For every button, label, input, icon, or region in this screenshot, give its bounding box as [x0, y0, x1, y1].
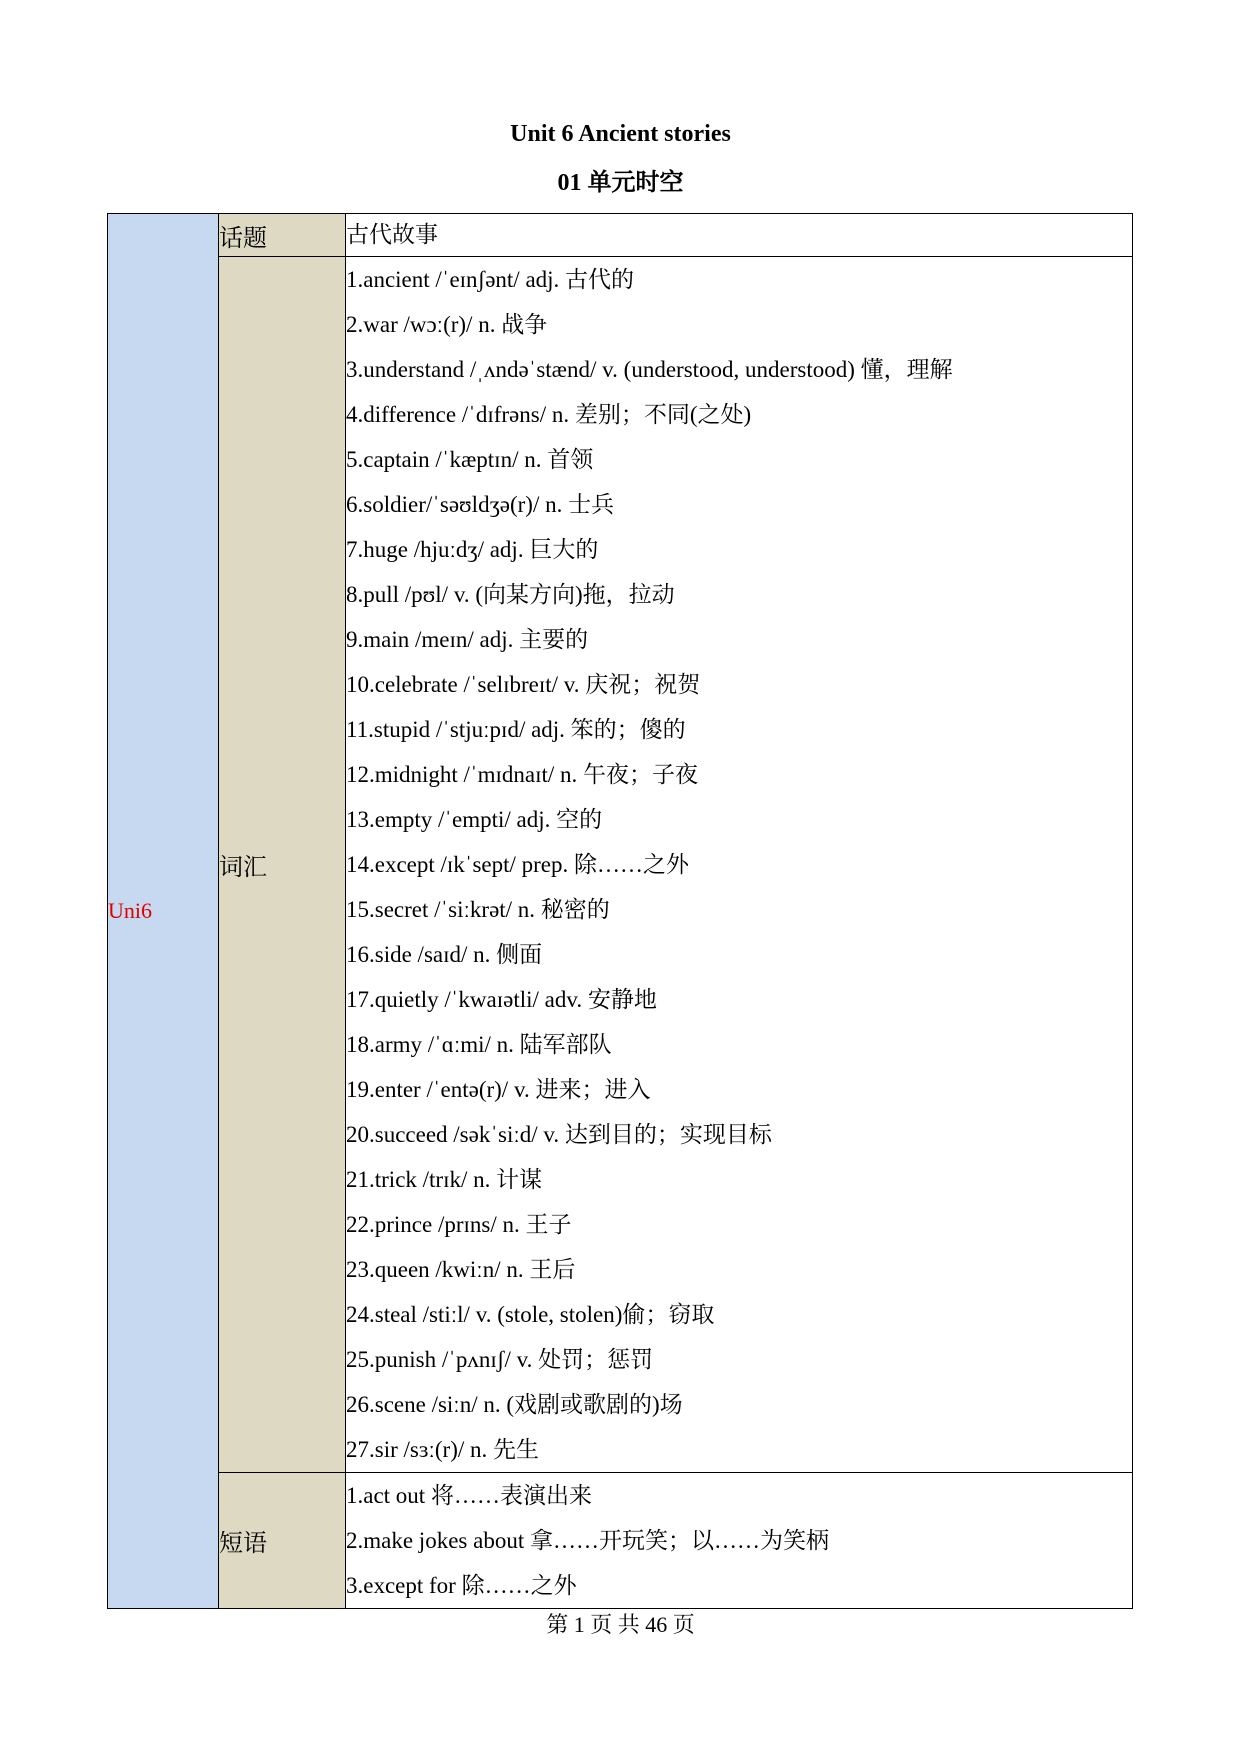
vocabulary-label-cell: [219, 257, 346, 1473]
vocabulary-item: 5.captain /ˈkæptɪn/ n. 首领: [346, 447, 594, 472]
topic-label: 话题: [219, 225, 267, 252]
vocabulary-item: 24.steal /stiːl/ v. (stole, stolen)偷；窃取: [346, 1302, 715, 1327]
phrase-item: 2.make jokes about 拿……开玩笑；以……为笑柄: [346, 1528, 829, 1553]
vocabulary-item: 21.trick /trɪk/ n. 计谋: [346, 1167, 543, 1192]
page-footer: 第 1 页 共 46 页: [546, 1612, 695, 1637]
document-subtitle: 01 单元时空: [557, 170, 684, 196]
vocabulary-list: [346, 257, 1133, 1473]
unit-label: Uni6: [108, 898, 152, 923]
phrase-item: 3.except for 除……之外: [346, 1573, 577, 1598]
vocabulary-item: 3.understand /ˌʌndəˈstænd/ v. (understood, understood) 懂，理解: [346, 357, 953, 382]
vocabulary-item: 9.main /meɪn/ adj. 主要的: [346, 627, 589, 652]
phrases-list: [346, 1473, 1133, 1609]
vocabulary-item: 4.difference /ˈdɪfrəns/ n. 差别；不同(之处): [346, 402, 752, 427]
vocabulary-item: 19.enter /ˈentə(r)/ v. 进来；进入: [346, 1077, 651, 1102]
phrases-label: 短语: [219, 1531, 267, 1557]
vocabulary-item: 26.scene /siːn/ n. (戏剧或歌剧的)场: [346, 1392, 683, 1417]
topic-label-cell: [219, 214, 346, 257]
vocabulary-item: 16.side /saɪd/ n. 侧面: [346, 942, 543, 967]
vocabulary-item: 15.secret /ˈsiːkrət/ n. 秘密的: [346, 897, 610, 922]
vocabulary-item: 1.ancient /ˈeɪnʃənt/ adj. 古代的: [346, 267, 635, 292]
phrases-row: [108, 1473, 1133, 1609]
vocabulary-item: 17.quietly /ˈkwaɪətli/ adv. 安静地: [346, 987, 657, 1012]
vocabulary-item: 12.midnight /ˈmɪdnaɪt/ n. 午夜；子夜: [346, 762, 699, 787]
topic-value: 古代故事: [346, 222, 438, 247]
vocabulary-item: 11.stupid /ˈstjuːpɪd/ adj. 笨的；傻的: [346, 717, 686, 742]
vocabulary-item: 8.pull /pʊl/ v. (向某方向)拖，拉动: [346, 582, 675, 607]
phrases-label-cell: [219, 1473, 346, 1609]
vocabulary-row: [108, 257, 1133, 1473]
vocabulary-item: 27.sir /sɜː(r)/ n. 先生: [346, 1437, 540, 1462]
vocabulary-table: [107, 213, 1133, 1609]
vocabulary-label: 词汇: [219, 855, 267, 881]
vocabulary-item: 10.celebrate /ˈselɪbreɪt/ v. 庆祝；祝贺: [346, 672, 701, 697]
phrase-item: 1.act out 将……表演出来: [346, 1483, 592, 1508]
vocabulary-item: 20.succeed /səkˈsiːd/ v. 达到目的；实现目标: [346, 1122, 772, 1147]
vocabulary-item: 2.war /wɔː(r)/ n. 战争: [346, 312, 548, 337]
topic-value-cell: [346, 214, 1133, 257]
vocabulary-item: 25.punish /ˈpʌnɪʃ/ v. 处罚；惩罚: [346, 1347, 654, 1372]
topic-row: [108, 214, 1133, 257]
vocabulary-item: 18.army /ˈɑːmi/ n. 陆军部队: [346, 1032, 612, 1057]
vocabulary-item: 22.prince /prɪns/ n. 王子: [346, 1212, 572, 1237]
vocabulary-item: 7.huge /hjuːdʒ/ adj. 巨大的: [346, 537, 599, 562]
unit-label-cell: [108, 214, 219, 1609]
vocabulary-item: 6.soldier/ˈsəʊldʒə(r)/ n. 士兵: [346, 492, 615, 517]
document-title: Unit 6 Ancient stories: [510, 121, 731, 147]
vocabulary-item: 14.except /ɪkˈsept/ prep. 除……之外: [346, 852, 690, 877]
vocabulary-item: 13.empty /ˈempti/ adj. 空的: [346, 807, 603, 832]
vocabulary-item: 23.queen /kwiːn/ n. 王后: [346, 1257, 576, 1282]
